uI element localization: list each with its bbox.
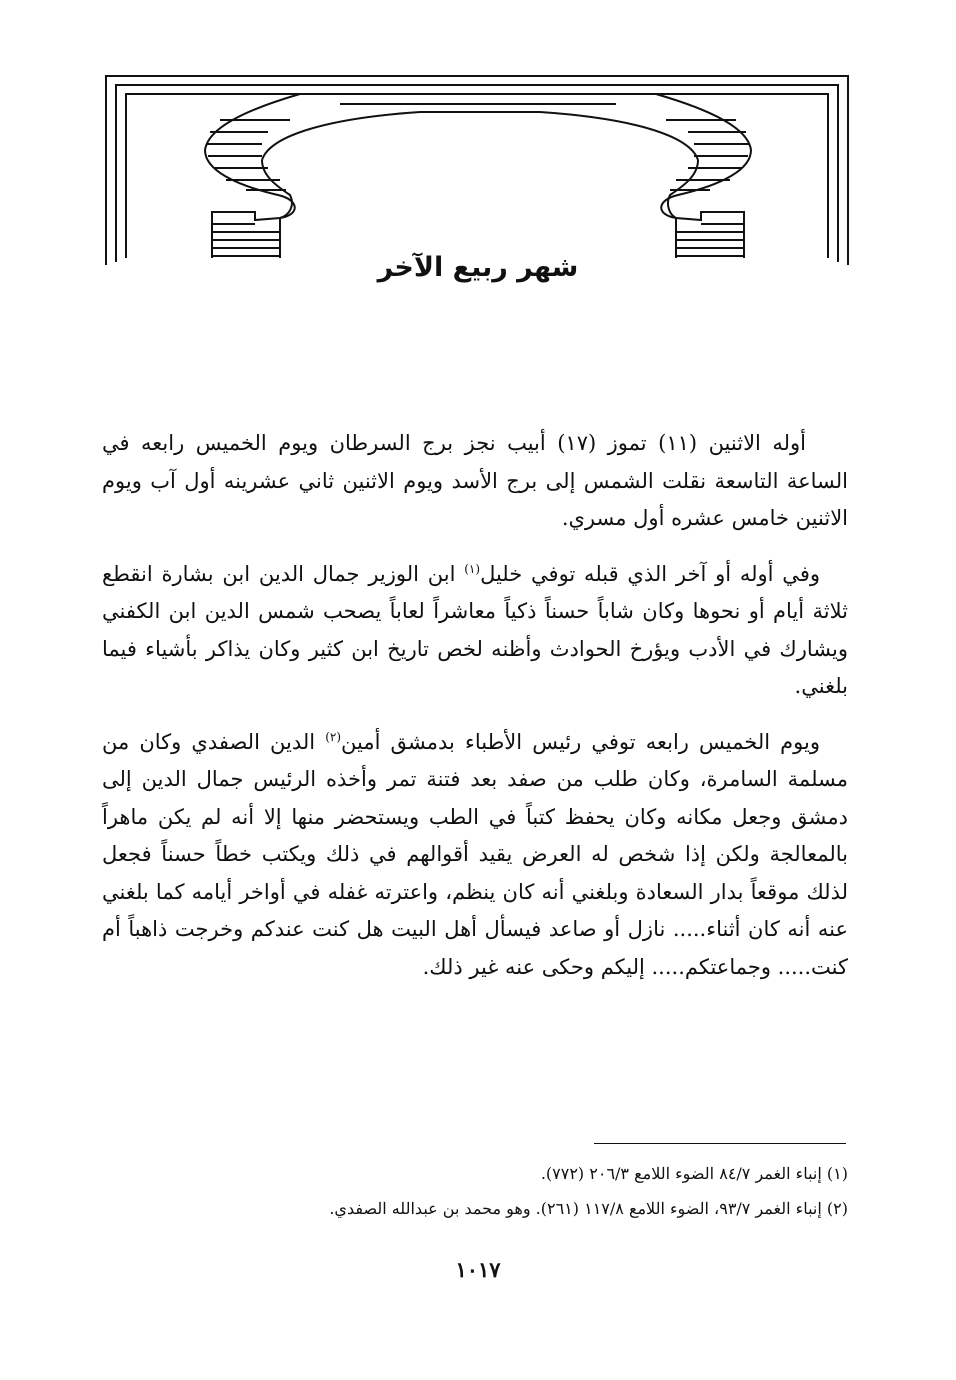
chapter-title: شهر ربيع الآخر xyxy=(377,252,579,283)
footnote-item xyxy=(102,1191,848,1226)
footnote-item xyxy=(102,1156,848,1191)
paragraph-2 xyxy=(102,556,848,706)
paragraph-text: الدين الصفدي وكان من مسلمة السامرة، وكان طلب من صفد بعد فتنة تمر وأخذه الرئيس جمال الدين إلى دمشق وجعل مكانه وكان يحفظ كتباً في الطب ويستحضر منها إلا أنه لم يكن ماهراً بالمعالجة ولكن إذا شخص له العرض يقيد أقوالهم في ذلك ويكتب خطاً حسناً فجعل لذلك موقعاً بدار السعادة وبلغني أنه كان ينظم، واعترته غفله في أواخر أيامه كما بلغني عنه أنه كان أثناء..... نازل أو صاعد فيسأل أهل البيت هل كنت عندكم وخرجت ذاهباً أم كنت..... وجماعتكم..... إليكم وحكى عنه غير ذلك. xyxy=(102,729,848,979)
paragraph-1 xyxy=(102,425,848,538)
footnote-ref: (٢) xyxy=(325,729,342,744)
paragraph-text: ابن الوزير جمال الدين ابن بشارة انقطع ثلاثة أيام أو نحوها وكان شاباً حسناً ذكياً معاشراً لعاباً يصحب شمس الدين ابن الكفني ويشارك في الأدب ويؤرخ الحوادث وأظنه لخص تاريخ ابن كثير وكان يذاكر بأشياء فيما بلغني. xyxy=(102,561,848,698)
paragraph-text: أوله الاثنين (١١) تموز (١٧) أبيب نجز برج السرطان ويوم الخميس رابعه في الساعة التاسعة نقلت الشمس إلى برج الأسد ويوم الاثنين ثاني عشرينه أول آب ويوم الاثنين خامس عشره أول مسري. xyxy=(102,431,848,530)
footnote-number: (١) xyxy=(826,1164,848,1183)
paragraph-3 xyxy=(102,724,848,987)
footnote-divider xyxy=(594,1143,846,1144)
footnote-text: إنباء الغمر ٨٤/٧ الضوء اللامع ٢٠٦/٣ (٧٧٢). xyxy=(540,1164,822,1183)
page-number: ١٠١٧ xyxy=(455,1257,501,1282)
footnote-text: إنباء الغمر ٩٣/٧، الضوء اللامع ١١٧/٨ (٢٦١). وهو محمد بن عبدالله الصفدي. xyxy=(329,1199,822,1218)
footnote-ref: (١) xyxy=(464,561,481,576)
paragraph-text: ويوم الخميس رابعه توفي رئيس الأطباء بدمشق أمين xyxy=(341,729,820,754)
footnotes xyxy=(102,1156,848,1226)
body-text xyxy=(102,425,848,1004)
footnote-number: (٢) xyxy=(826,1199,848,1218)
paragraph-text: وفي أوله أو آخر الذي قبله توفي خليل xyxy=(480,561,820,586)
